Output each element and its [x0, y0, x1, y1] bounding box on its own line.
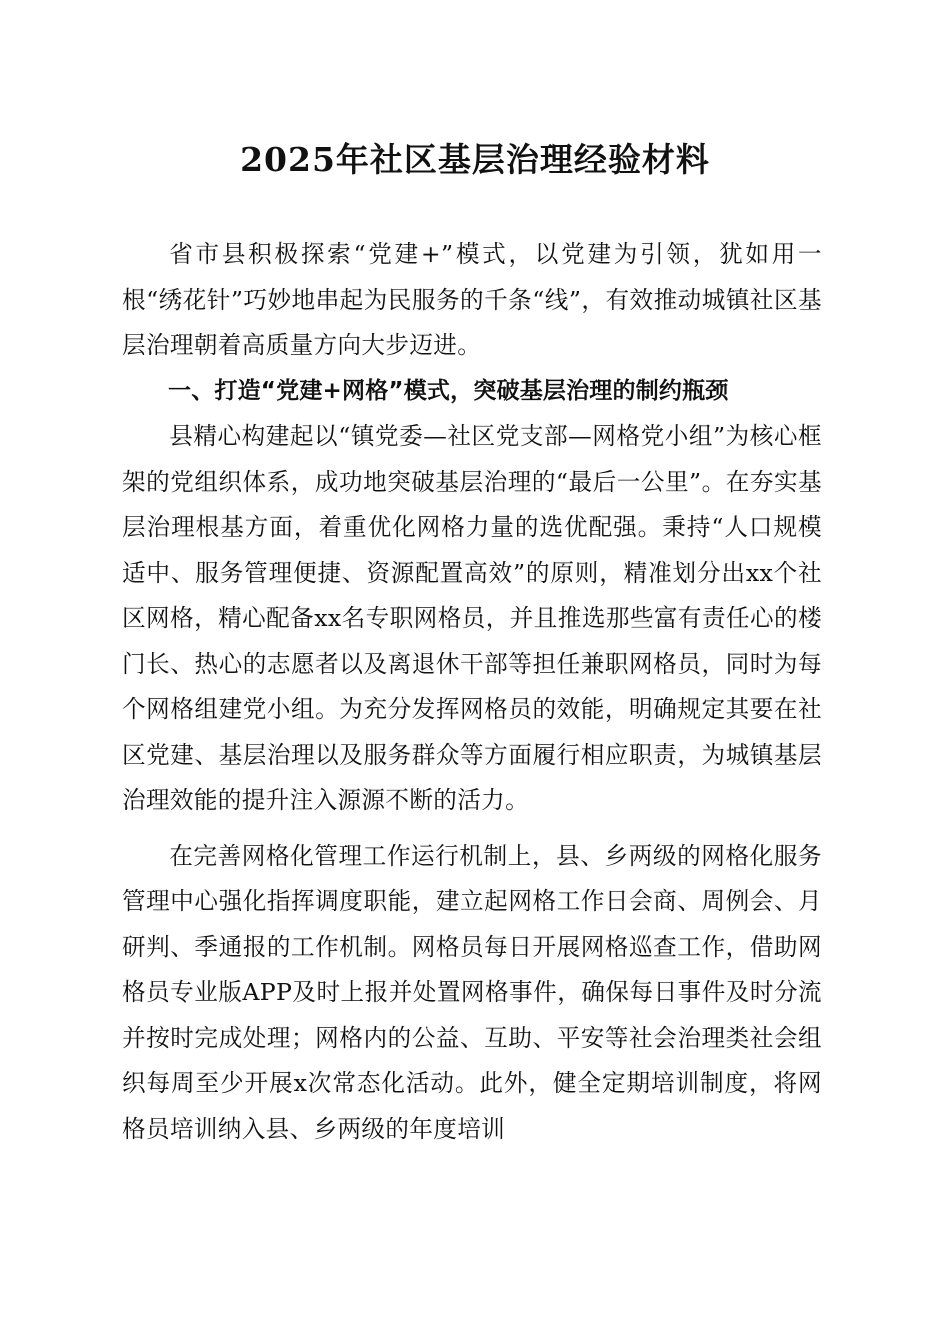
body-paragraph: 在完善网格化管理工作运行机制上，县、乡两级的网格化服务管理中心强化指挥调度职能，建立起网格工作日会商、周例会、月研判、季通报的工作机制。网格员每日开展网格巡查工作，借助网格员专业版APP及时上报并处置网格事件，确保每日事件及时分流并按时完成处理；网格内的公益、互助、平安等社会治理类社会组织每周至少开展x次常态化活动。此外，健全定期培训制度，将网格员培训纳入县、乡两级的年度培训 — [122, 841, 822, 1143]
section-heading: 一、打造“党建+网格”模式，突破基层治理的制约瓶颈 — [168, 377, 729, 404]
document-title: 2025年社区基层治理经验材料 — [240, 140, 710, 179]
body-paragraph: 县精心构建起以“镇党委—社区党支部—网格党小组”为核心框架的党组织体系，成功地突破基层治理的“最后一公里”。在夯实基层治理根基方面，着重优化网格力量的选优配强。秉持“人口规模适中、服务管理便捷、资源配置高效”的原则，精准划分出xx个社区网格，精心配备xx名专职网格员，并且推选那些富有责任心的楼门长、热心的志愿者以及离退休干部等担任兼职网格员，同时为每个网格组建党小组。为充分发挥网格员的效能，明确规定其要在社区党建、基层治理以及服务群众等方面履行相应职责，为城镇基层治理效能的提升注入源源不断的活力。 — [122, 422, 822, 814]
intro-paragraph: 省市县积极探索“党建+”模式，以党建为引领，犹如用一根“绣花针”巧妙地串起为民服务的千条“线”，有效推动城镇社区基层治理朝着高质量方向大步迈进。 — [122, 240, 822, 359]
document-body — [122, 232, 822, 1152]
